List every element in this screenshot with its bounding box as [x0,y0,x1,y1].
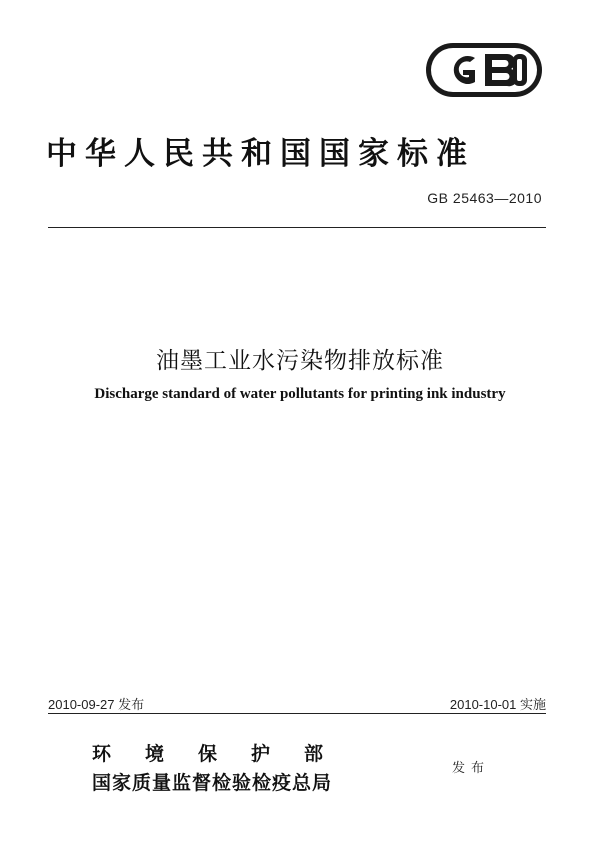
implementation-date: 2010-10-01 实施 [449,697,546,712]
publish-label: 发布 [452,761,491,776]
standard-number: GB 25463—2010 [427,190,542,206]
issue-date: 2010-09-27 发布 [48,697,145,712]
bottom-divider [48,713,546,714]
document-title-chinese: 油墨工业水污染物排放标准 [156,348,444,374]
issuer-ministry: 环境保护部 [92,743,358,765]
gb-logo [425,42,543,98]
issuer-aqsiq: 国家质量监督检验检疫总局 [92,772,333,794]
top-divider [48,227,546,228]
standard-type-heading: 中华人民共和国国家标准 [46,136,475,172]
document-title-english: Discharge standard of water pollutants for printing ink industry [94,386,506,402]
